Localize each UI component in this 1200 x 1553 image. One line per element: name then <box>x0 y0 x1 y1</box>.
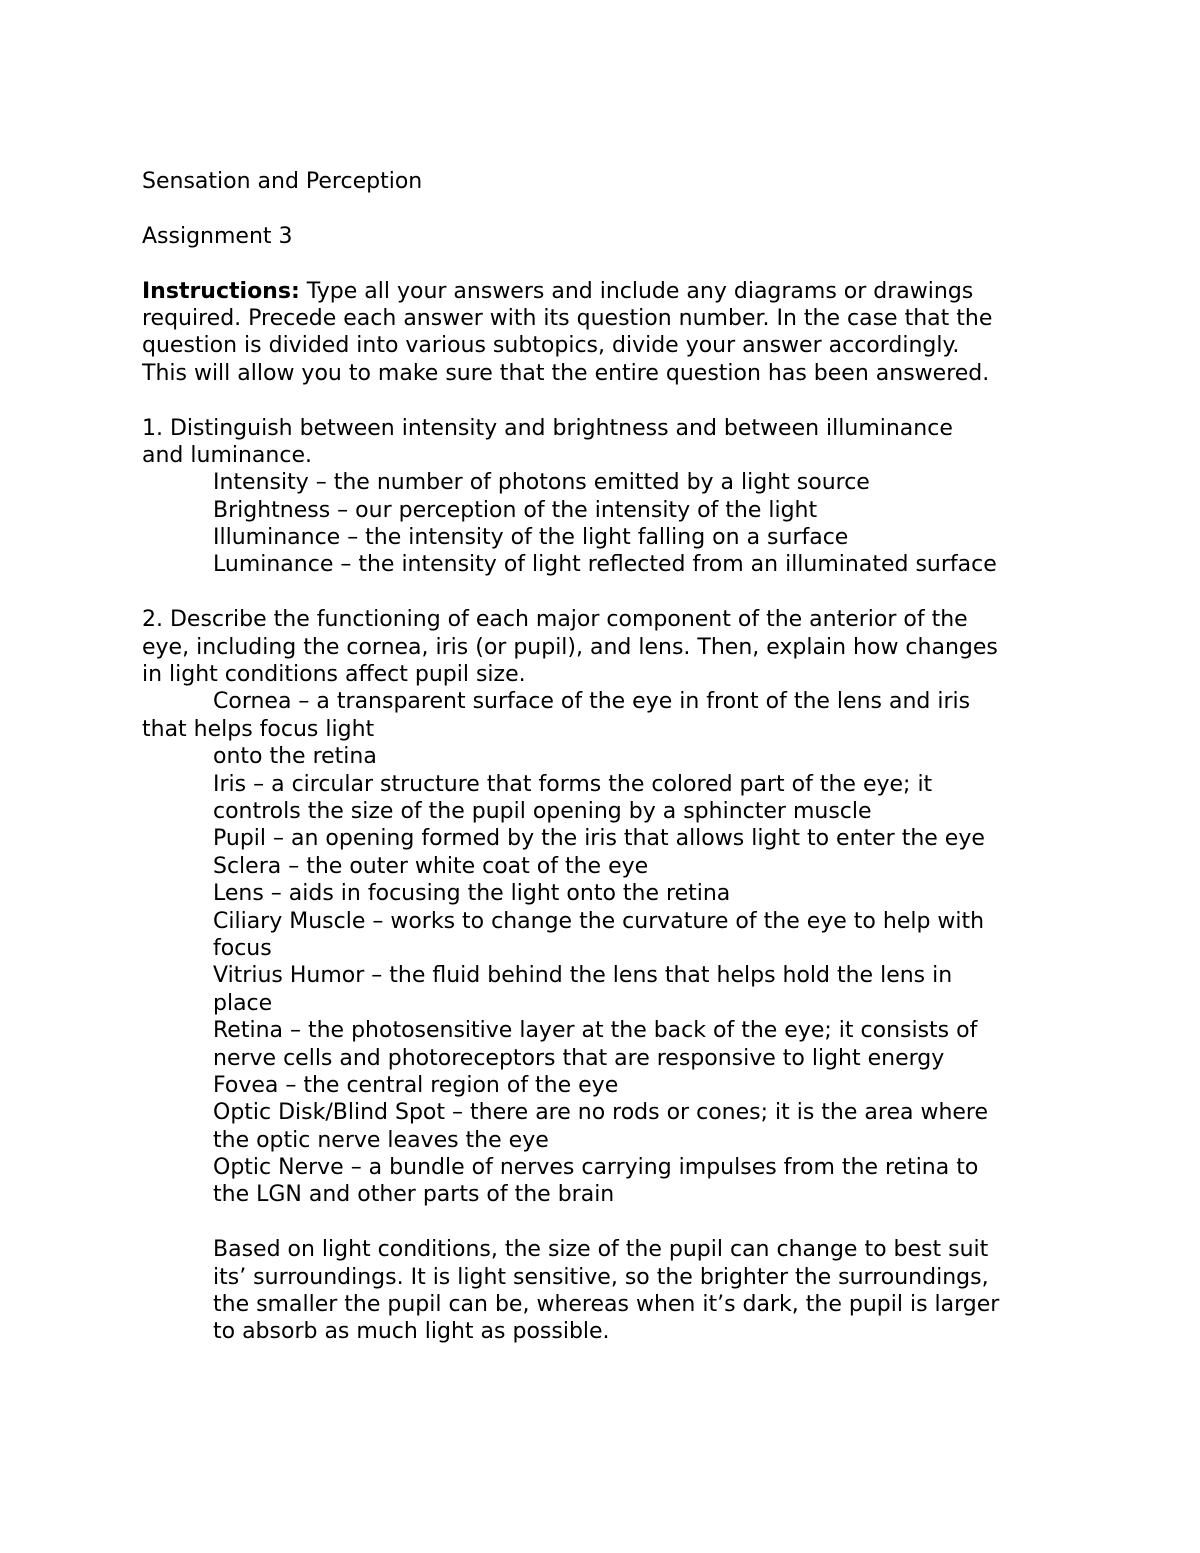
answer-iris: controls the size of the pupil opening by a sphincter muscle <box>213 798 872 824</box>
pupil-explanation: to absorb as much light as possible. <box>213 1319 610 1345</box>
answer-cornea: Cornea – a transparent surface of the eye in front of the lens and iris <box>213 689 971 715</box>
answer-vitreous-humor: Vitrius Humor – the fluid behind the lens that helps hold the lens in <box>213 963 953 989</box>
answer-cornea-wrap: that helps focus light <box>142 716 375 742</box>
answer-ciliary-muscle: focus <box>213 935 272 961</box>
answer-vitreous-humor: place <box>213 990 273 1016</box>
question-2-text: eye, including the cornea, iris (or pupil), and lens. Then, explain how changes <box>142 634 998 660</box>
spacer <box>142 250 1072 277</box>
instructions-line: question is divided into various subtopics, divide your answer accordingly. <box>142 333 960 359</box>
answer-fovea: Fovea – the central region of the eye <box>213 1072 619 1098</box>
pupil-explanation: the smaller the pupil can be, whereas when it’s dark, the pupil is larger <box>213 1292 1000 1318</box>
spacer <box>142 1209 1072 1236</box>
instructions-paragraph <box>142 278 1072 388</box>
answer-ciliary-muscle: Ciliary Muscle – works to change the curvature of the eye to help with <box>213 908 985 934</box>
spacer <box>142 579 1072 606</box>
answer-optic-disk: the optic nerve leaves the eye <box>213 1127 549 1153</box>
answer-luminance: Luminance – the intensity of light reflected from an illuminated surface <box>213 552 997 578</box>
answer-intensity: Intensity – the number of photons emitted by a light source <box>213 470 870 496</box>
answer-lens: Lens – aids in focusing the light onto the retina <box>213 881 731 907</box>
answer-optic-disk: Optic Disk/Blind Spot – there are no rods or cones; it is the area where <box>213 1100 989 1126</box>
document-title: Sensation and Perception <box>142 169 423 194</box>
spacer <box>142 195 1072 222</box>
instructions-line <box>142 278 1072 305</box>
instructions-label: Instructions: <box>142 278 300 304</box>
pupil-explanation: Based on light conditions, the size of the pupil can change to best suit <box>213 1237 989 1263</box>
assignment-label: Assignment 3 <box>142 223 293 249</box>
instructions-text: Type all your answers and include any diagrams or drawings <box>299 278 974 304</box>
question-1 <box>142 415 1072 579</box>
question-2-text: 2. Describe the functioning of each major component of the anterior of the <box>142 607 968 633</box>
answer-sclera: Sclera – the outer white coat of the eye <box>213 853 649 879</box>
document-body <box>142 168 1072 1346</box>
answer-retina: Retina – the photosensitive layer at the back of the eye; it consists of <box>213 1018 978 1044</box>
instructions-line: This will allow you to make sure that the entire question has been answered. <box>142 360 990 386</box>
answer-brightness: Brightness – our perception of the intensity of the light <box>213 497 818 523</box>
answer-pupil: Pupil – an opening formed by the iris that allows light to enter the eye <box>213 826 985 852</box>
pupil-explanation: its’ surroundings. It is light sensitive, so the brighter the surroundings, <box>213 1264 989 1290</box>
instructions-line: required. Precede each answer with its question number. In the case that the <box>142 305 993 331</box>
answer-optic-nerve: Optic Nerve – a bundle of nerves carrying impulses from the retina to <box>213 1155 979 1181</box>
answer-illuminance: Illuminance – the intensity of the light falling on a surface <box>213 525 849 551</box>
answer-cornea-wrap: onto the retina <box>213 744 377 770</box>
question-2-text: in light conditions affect pupil size. <box>142 662 526 688</box>
question-1-text: and luminance. <box>142 442 312 468</box>
spacer <box>142 387 1072 414</box>
answer-retina: nerve cells and photoreceptors that are responsive to light energy <box>213 1045 945 1071</box>
answer-iris: Iris – a circular structure that forms the colored part of the eye; it <box>213 771 933 797</box>
question-2 <box>142 606 1072 1346</box>
answer-optic-nerve: the LGN and other parts of the brain <box>213 1182 615 1208</box>
question-1-text: 1. Distinguish between intensity and brightness and between illuminance <box>142 415 953 441</box>
